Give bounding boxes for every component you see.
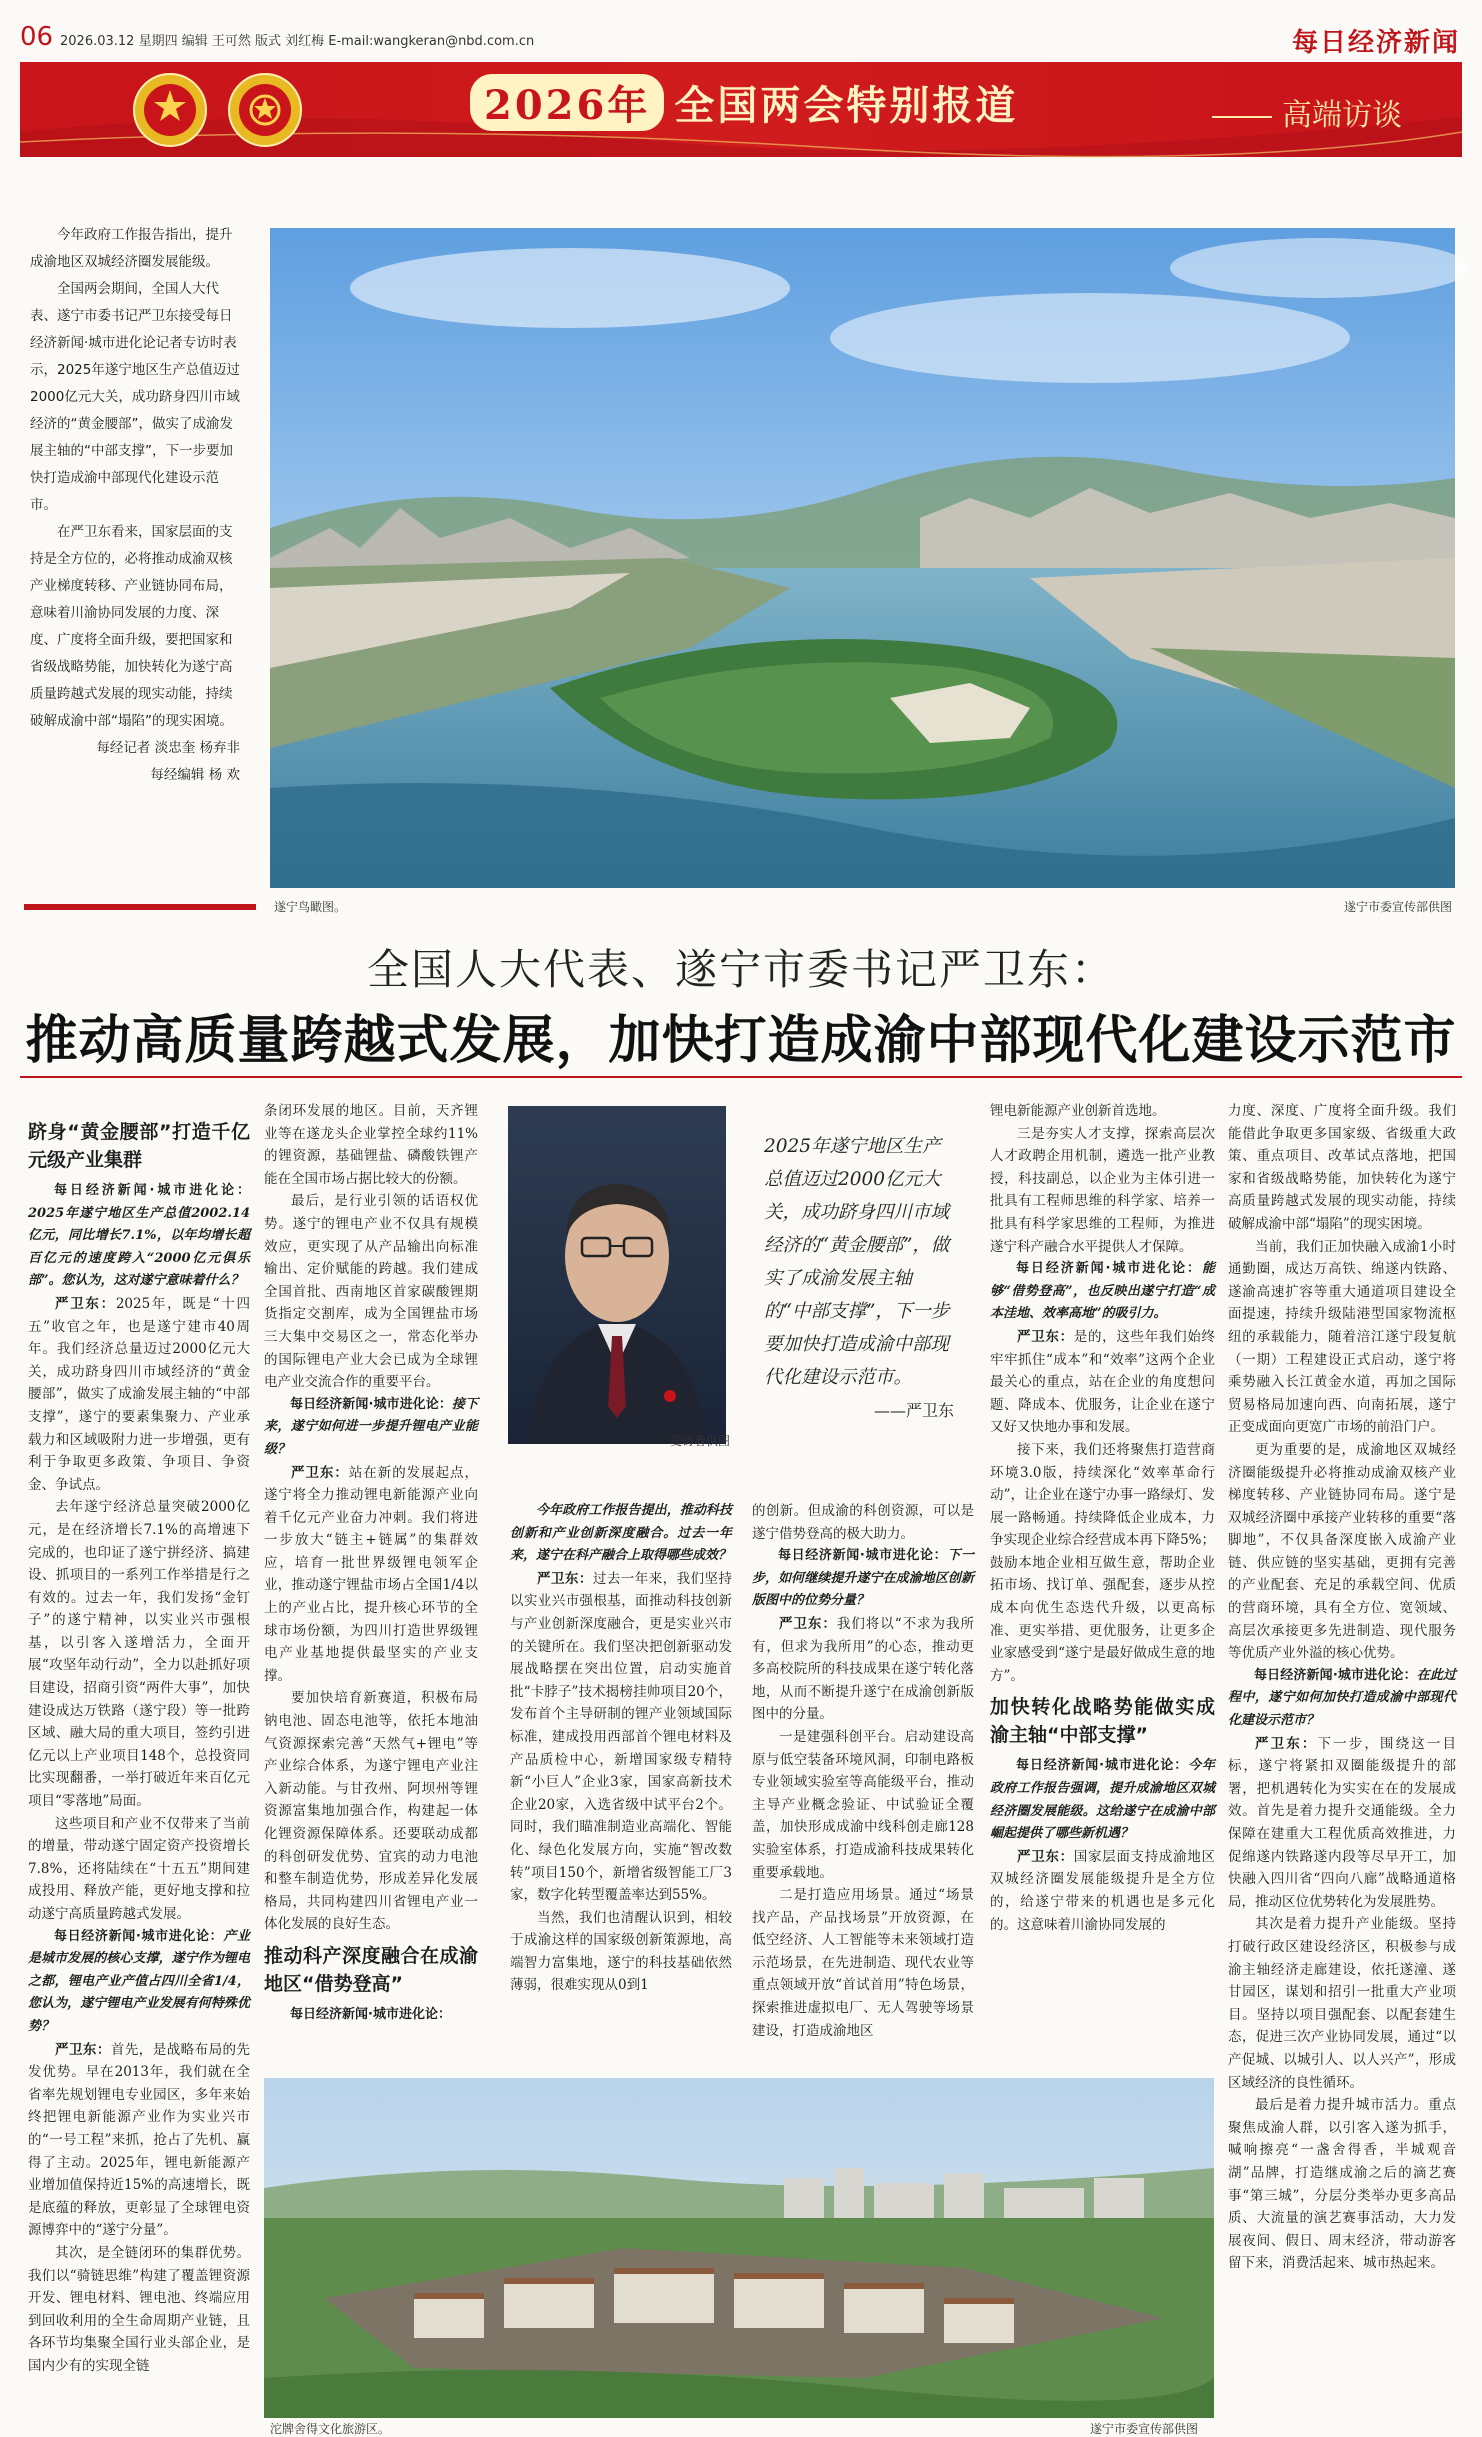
answer-text: 是的，这些年我们始终牢牢抓住“成本”和“效率”这两个企业最关心的重点，站在企业的角度想问题、降成本、优服务，让企业在遂宁又好又快地办事和发展。 — [990, 1328, 1216, 1436]
page-number: 06 — [20, 22, 54, 52]
bottom-photo-illustration — [264, 2078, 1214, 2418]
section-heading: 推动科产深度融合在成渝地区“借势登高” — [264, 1944, 478, 1995]
intro-column — [30, 222, 240, 789]
banner-year: 2026年 — [470, 74, 664, 131]
question — [990, 1755, 1215, 1845]
section-heading: 加快转化战略势能做实成渝主轴“中部支撑” — [990, 1696, 1215, 1747]
pull-quote — [764, 1130, 954, 1427]
question-text: 产业是城市发展的核心支撑，遂宁作为锂电之都，锂电产业产值占四川全省1/4，您认为，遂宁锂电产业发展有何特殊优势？ — [28, 1928, 250, 2034]
intro-paragraph: 今年政府工作报告指出，提升成渝地区双城经济圈发展能级。 — [30, 227, 233, 270]
body-paragraph: 当然，我们也清醒认识到，相较于成渝这样的国家级创新策源地，高端智力富集地，遂宁的科技基础依然薄弱，很难实现从0到1 — [510, 1909, 732, 1994]
banner-title — [470, 74, 1018, 131]
answer-speaker: 严卫东： — [779, 1615, 837, 1632]
question-source: 每日经济新闻·城市进化论： — [1016, 1758, 1189, 1774]
bottom-photo-credit: 遂宁市委宣传部供图 — [1090, 2422, 1199, 2436]
section-heading: 跻身“黄金腰部”打造千亿元级产业集群 — [28, 1121, 250, 1171]
answer-speaker: 严卫东： — [291, 1464, 349, 1481]
article-column-1 — [28, 1112, 250, 2417]
bottom-photo-caption: 沱牌舍得文化旅游区。 — [270, 2422, 391, 2436]
banner-subtitle: 高端访谈 — [1212, 90, 1402, 134]
answer — [264, 1462, 478, 1688]
answer-speaker: 严卫东： — [55, 1295, 116, 1312]
question — [28, 1926, 250, 2039]
headline-kicker: 全国人大代表、遂宁市委书记严卫东： — [366, 945, 1115, 994]
answer-speaker: 严卫东： — [1017, 1328, 1074, 1345]
question-text: 接下来，遂宁如何进一步提升锂电产业能级？ — [264, 1396, 478, 1457]
article-column-6 — [990, 1100, 1215, 2060]
answer — [990, 1846, 1215, 1936]
suining-aerial-photo — [270, 228, 1455, 888]
question-text: 今年政府工作报告强调，提升成渝地区双城经济圈发展能级。这给遂宁在成渝中部崛起提供了哪些新机遇？ — [990, 1758, 1215, 1842]
question-text: 今年政府工作报告提出，推动科技创新和产业创新深度融合。过去一年来，遂宁在科产融合上取得哪些成效？ — [510, 1503, 732, 1564]
body-paragraph: 其次是着力提升产业能级。坚持打破行政区建设经济区，积极参与成渝主轴经济走廊建设，依托遂潼、遂甘园区，谋划和招引一批重大产业项目。坚持以项目强配套、以配套建生态，促进三次产业协同发展，通过“以产促城、以城引人、以人兴产”，形成区域经济的良性循环。 — [1228, 1916, 1456, 2091]
article-column-7 — [1228, 1100, 1456, 2420]
question-source: 每日经济新闻·城市进化论： — [1016, 1261, 1202, 1277]
body-paragraph: 二是打造应用场景。通过“场景找产品，产品找场景”开放资源，在低空经济、人工智能等未来领域打造示范场景，在先进制造、现代农业等重点领域开放“首试首用”特色场景，探索推进虚拟电厂、无人驾驶等场景建设，打造成渝地区 — [752, 1887, 974, 2039]
body-paragraph: 去年遂宁经济总量突破2000亿元，是在经济增长7.1%的高增速下完成的，也印证了遂宁拼经济、搞建设、抓项目的一系列工作举措是行之有效的。过去一年，我们发扬“金钉子”的遂宁精神，以实业兴市强根基，以引客入遂增活力，全面开展“攻坚年动行动”，全力以赴抓好项目建设，招商引资“两件大事”，加快建设成达万铁路（遂宁段）等一批跨区域、融大局的重大项目，签约引进亿元以上产业项目148个，总投资同比实现翻番，一举打破近年来百亿元项目“零落地”局面。 — [28, 1499, 250, 1810]
body-paragraph: 一是建强科创平台。启动建设高原与低空装备环境风洞，印制电路板专业领域实验室等高能级平台，推动主导产业概念验证、中试验证全覆盖，加快形成成渝中线科创走廊128实验室体系，打造成渝科技成果转化重要承载地。 — [752, 1728, 974, 1881]
answer-text: 下一步，围绕这一目标，遂宁将紧扣双圈能级提升的部署，把机遇转化为实实在在的发展成效。首先是着力提升交通能级。全力保障在建重大工程优质高效推进，力促绵遂内铁路遂内段等尽早开工，加快融入四川省“四向八廊”战略通道格局，推动区位优势转化为发展胜势。 — [1228, 1735, 1456, 1910]
body-paragraph: 三是夯实人才支撑，探索高层次人才政聘企用机制，遴选一批产业教授，科技副总，以企业为主体引进一批具有工程师思维的科学家、培养一批具有科学家思维的工程师，为推进遂宁科产融合水平提供人才保障。 — [990, 1125, 1215, 1255]
answer — [510, 1568, 732, 1907]
answer — [1228, 1733, 1456, 1914]
answer — [990, 1326, 1215, 1439]
answer-text: 首先，是战略布局的先发优势。早在2013年，我们就在全省率先规划锂电专业园区，多年来始终把锂电新能源产业作为实业兴市的“一号工程”来抓，抢占了先机、赢得了主动。2025年，锂电新能源产业增加值保持近15%的高速增长，既是底蕴的释放，更彰显了全球锂电资源博弈中的“遂宁分量”。 — [28, 2041, 251, 2239]
body-paragraph: 这些项目和产业不仅带来了当前的增量，带动遂宁固定资产投资增长7.8%，还将陆续在“十五五”期间建成投用、释放产能，更好地支撑和拉动遂宁高质量跨越式发展。 — [28, 1815, 250, 1922]
tuopai-shede-photo — [264, 2078, 1214, 2418]
answer-text: 站在新的发展起点，遂宁将全力推动锂电新能源产业向着千亿元产业奋力冲刺。我们将进一步放大“链主+链属”的集群效应，培育一批世界级锂电领军企业，推动遂宁锂盐市场占全国1/4以上的产业占比，提升核心环节的全球市场份额，为四川打造世界级锂电产业基地提供最坚实的产业支撑。 — [264, 1464, 479, 1684]
paper-name: 每日经济新闻 — [1291, 28, 1460, 58]
answer-text: 我们将以“不求为我所有，但求为我所用”的心态，推动更多高校院所的科技成果在遂宁转化落地，从而不断提升遂宁在成渝创新版图中的分量。 — [752, 1615, 974, 1723]
answer-speaker: 严卫东： — [1255, 1735, 1318, 1752]
answer-speaker: 严卫东： — [537, 1570, 593, 1587]
answer — [28, 2039, 250, 2242]
answer — [28, 1293, 250, 1496]
answer-speaker: 严卫东： — [1017, 1848, 1074, 1865]
reporter-credit: 每经记者 淡忠奎 杨弃非 — [96, 740, 240, 756]
body-paragraph: 最后，是行业引领的话语权优势。遂宁的锂电产业不仅具有规模效应，更实现了从产品输出向标准输出、定价赋能的跨越。我们建成全国首批、西南地区首家碳酸锂期货指定交割库，成为全国锂盐市场三大集中交易区之一，常态化举办的国际锂电产业大会已成为全球锂电产业交流合作的重要平台。 — [264, 1193, 478, 1391]
headline-title: 推动高质量跨越式发展，加快打造成渝中部现代化建设示范市 — [25, 1010, 1457, 1071]
intro-paragraph: 全国两会期间，全国人大代表、遂宁市委书记严卫东接受每日经济新闻·城市进化论记者专访时表示，2025年遂宁地区生产总值迈过2000亿元大关，成功跻身四川市域经济的“黄金腰部”，做实了成渝发展主轴的“中部支撑”，下一步要加快打造成渝中部现代化建设示范市。 — [30, 281, 240, 513]
portrait-illustration — [508, 1106, 726, 1444]
cppcc-emblem-icon — [225, 70, 305, 150]
question-source: 每日经济新闻·城市进化论： — [1254, 1667, 1417, 1683]
answer-text: 国家层面支持成渝地区双城经济圈发展能级提升是全方位的，给遂宁带来的机遇也是多元化的。这意味着川渝协同发展的 — [990, 1848, 1216, 1933]
question-source: 每日经济新闻·城市进化论： — [54, 1183, 250, 1198]
question — [264, 1394, 478, 1462]
headline-rule — [20, 1076, 1462, 1078]
intro-divider — [24, 904, 256, 910]
body-paragraph: 要加快培育新赛道，积极布局钠电池、固态电池等，依托本地油气资源探索完善“天然气+锂电”等产业综合体系，为遂宁锂电产业注入新动能。与甘孜州、阿坝州等锂资源富集地加强合作，构建起一体化锂资源保障体系。还要联动成都的科创研发优势、宜宾的动力电池和整车制造优势，形成差异化发展格局，共同构建四川省锂电产业一体化发展的良好生态。 — [264, 1690, 478, 1933]
answer-text: 过去一年来，我们坚持以实业兴市强根基，面推动科技创新与产业创新深度融合，更是实业兴市的关键所在。我们坚决把创新驱动发展战略摆在突出位置，启动实施首批“卡脖子”技术揭榜挂帅项目20个，发布首个主导研制的锂产业领域国际标准，建成投用西部首个锂电材料及产品质检中心，新增国家级专精特新“小巨人”企业3家，国家高新技术企业20家，入选省级中试平台2个。同时，我们瞄准制造业高端化、智能化、绿色化发展方向，实施“智改数转”项目150个，新增省级智能工厂3家，数字化转型覆盖率达到55%。 — [510, 1570, 733, 1904]
body-paragraph: 锂电新能源产业创新首选地。 — [990, 1103, 1166, 1119]
answer — [752, 1613, 974, 1726]
aerial-photo-illustration — [270, 228, 1455, 888]
body-paragraph: 当前，我们正加快融入成渝1小时通勤圈，成达万高铁、绵遂内铁路、遂渝高速扩容等重大通道项目建设全面提速，持续升级陆港型国家物流枢纽的承载能力，随着涪江遂宁段复航（一期）工程建设正式启动，遂宁将乘势融入长江黄金水道，再加之国际贸易格局加速向西、向南拓展，遂宁正变成面向更宽广市场的前沿门户。 — [1228, 1238, 1456, 1436]
question-source: 每日经济新闻·城市进化论： — [54, 1928, 224, 1944]
question-text: 下一步，如何继续提升遂宁在成渝地区创新版图中的位势分量？ — [752, 1548, 974, 1609]
editor-credit: 每经编辑 杨 欢 — [150, 767, 240, 783]
photo-caption: 遂宁鸟瞰图。 — [274, 900, 347, 914]
question-source: 每日经济新闻·城市进化论： — [290, 2006, 451, 2022]
answer-speaker: 严卫东： — [55, 2041, 111, 2058]
article-column-2 — [264, 1100, 479, 2022]
pull-quote-author: ——严卫东 — [873, 1401, 954, 1420]
special-report-banner — [20, 62, 1462, 157]
national-emblem-icon — [130, 70, 210, 150]
question — [990, 1258, 1215, 1326]
photo-credit: 遂宁市委宣传部供图 — [1343, 900, 1452, 914]
pull-quote-text: 2025年遂宁地区生产总值迈过2000亿元大关，成功跻身四川市域经济的“黄金腰部”，做实了成渝发展主轴的“中部支撑”，下一步要加快打造成渝中部现代化建设示范市。 — [764, 1136, 950, 1388]
question-source: 每日经济新闻·城市进化论： — [778, 1548, 948, 1564]
portrait-credit: 受访者供图 — [670, 1434, 731, 1448]
intro-paragraph: 在严卫东看来，国家层面的支持是全方位的，必将推动成渝双核产业梯度转移、产业链协同布局，意味着川渝协同发展的力度、深度、广度将全面升级，要把国家和省级战略势能，加快转化为遂宁高质量跨越式发展的现实动能，持续破解成渝中部“塌陷”的现实困境。 — [30, 524, 233, 729]
answer-text: 2025年，既是“十四五”收官之年，也是遂宁建市40周年。我们经济总量迈过2000亿元大关，成功跻身四川市域经济的“黄金腰部”，做实了成渝发展主轴的“中部支撑”，遂宁的要素集聚力、产业承载力和区域吸附力进一步增强，更有利于争取更多政策、争项目、争资金、争试点。 — [28, 1295, 250, 1493]
body-paragraph: 条闭环发展的地区。目前，天齐锂业等在遂龙头企业掌控全球约11%的锂资源，基础锂盐、磷酸铁锂产能在全国市场占据比较大的份额。 — [264, 1103, 478, 1187]
question-text: 2025年遂宁地区生产总值2002.14亿元，同比增长7.1%，以年均增长超百亿元的速度跨入“2000亿元俱乐部”。您认为，这对遂宁意味着什么？ — [28, 1205, 250, 1289]
body-paragraph: 其次，是全链闭环的集群优势。我们以“骑链思维”构建了覆盖锂资源开发、锂电材料、锂电池、终端应用到回收利用的全生命周期产业链，且各环节均集聚全国行业头部企业，是国内少有的实现全链 — [28, 2244, 250, 2374]
question-text: 能够“借势登高”，也反映出遂宁打造“成本洼地、效率高地”的吸引力。 — [990, 1261, 1215, 1322]
question — [510, 1500, 732, 1568]
page-meta-line: 2026.03.12 星期四 编辑 王可然 版式 刘红梅 E-mail:wangkeran@nbd.com.cn — [60, 34, 535, 49]
body-paragraph: 力度、深度、广度将全面升级。我们能借此争取更多国家级、省级重大政策、重点项目、改革试点落地，把国家和省级战略势能，加快转化为遂宁高质量跨越式发展的现实动能，持续破解成渝中部“塌陷”的现实困境。 — [1228, 1103, 1456, 1232]
body-paragraph: 接下来，我们还将聚焦打造营商环境3.0版，持续深化“效率革命行动”，让企业在遂宁办事一路绿灯、发展一路畅通。持续降低企业成本，力争实现企业综合经营成本再下降5%；鼓励本地企业相互做生意，帮助企业拓市场、找订单、强配套，逐步从控成本向优生态迭代升级，以更高标准、更实举措、更优服务，让更多企业家感受到“遂宁是最好做成生意的地方”。 — [990, 1441, 1215, 1684]
question — [28, 1180, 250, 1293]
question-text: 在此过程中，遂宁如何加快打造成渝中部现代化建设示范市？ — [1228, 1667, 1456, 1729]
article-column-5 — [752, 1500, 974, 2070]
interviewee-portrait — [508, 1106, 726, 1444]
banner-title-text: 全国两会特别报道 — [674, 82, 1019, 129]
article-column-4 — [510, 1500, 732, 2070]
question-source: 每日经济新闻·城市进化论： — [290, 1396, 452, 1412]
question — [1228, 1665, 1456, 1733]
question — [752, 1545, 974, 1613]
body-paragraph: 更为重要的是，成渝地区双城经济圈能级提升必将推动成渝双核产业梯度转移、产业链协同布局。遂宁是双城经济圈中承接产业转移的重要“落脚地”，不仅具备深度嵌入成渝产业链、供应链的坚实基础，更拥有完善的产业配套、充足的承载空间、优质的营商环境，具有全方位、宽领域、高层次承接更多先进制造、现代服务等优质产业外溢的核心优势。 — [1228, 1441, 1456, 1662]
body-paragraph: 最后是着力提升城市活力。重点聚焦成渝人群，以引客入遂为抓手，喊响擦亮“一盏舍得香，半城观音湖”品牌，打造继成渝之后的滴艺赛事“第三城”，分层分类举办更多高品质、大流量的演艺赛事活动，大力发展夜间、假日、周末经济，带动游客留下来，消费活起来、城市热起来。 — [1228, 2097, 1456, 2272]
body-paragraph: 的创新。但成渝的科创资源，可以是遂宁借势登高的极大助力。 — [752, 1503, 974, 1542]
